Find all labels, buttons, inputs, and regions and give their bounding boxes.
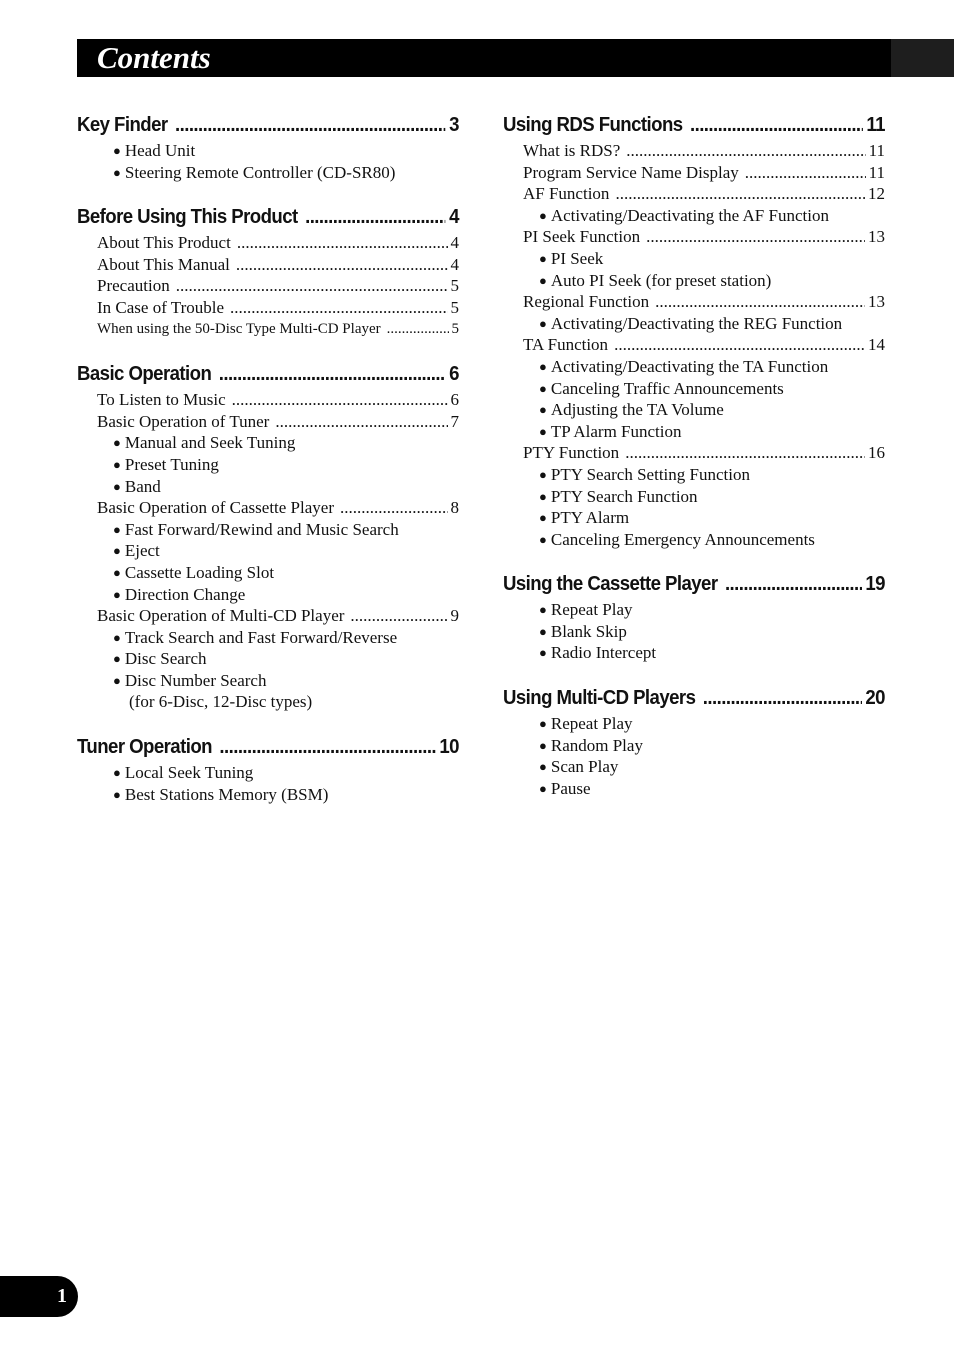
entry-title: TA Function	[523, 335, 609, 355]
toc-bullet-item: ● PTY Search Function	[539, 486, 885, 508]
dot-leader	[175, 110, 445, 140]
toc-entry[interactable]	[97, 605, 459, 627]
entry-page: 5	[450, 276, 459, 296]
dot-leader	[230, 297, 447, 319]
entry-page: 9	[450, 606, 459, 626]
dot-leader	[655, 291, 865, 313]
entry-page: 5	[451, 320, 459, 337]
entry-title: To Listen to Music	[97, 390, 226, 410]
entry-title: Precaution	[97, 276, 170, 296]
section-title: Tuner Operation	[77, 736, 212, 759]
toc-bullet-item: ● Direction Change	[113, 584, 459, 606]
section-heading[interactable]	[503, 110, 885, 140]
section-title: Basic Operation	[77, 363, 212, 386]
toc-entry[interactable]	[523, 334, 885, 356]
section-page: 11	[866, 114, 885, 136]
toc-entry[interactable]	[97, 319, 459, 341]
toc-bullet-item: ● Radio Intercept	[539, 642, 885, 664]
entry-page: 13	[868, 227, 885, 247]
toc-bullet-item: ● Pause	[539, 778, 885, 800]
dot-leader	[625, 442, 865, 464]
dot-leader	[745, 162, 866, 184]
entry-title: Basic Operation of Cassette Player	[97, 498, 334, 518]
toc-bullet-item: ● Canceling Emergency Announcements	[539, 529, 885, 551]
toc-bullet-item: ● PTY Alarm	[539, 507, 885, 529]
entry-title: PTY Function	[523, 443, 620, 463]
toc-bullet-item: ● Preset Tuning	[113, 454, 459, 476]
toc-bullet-item: ● Activating/Deactivating the REG Function	[539, 313, 885, 335]
section-title: Using RDS Functions	[503, 114, 683, 136]
dot-leader	[237, 232, 448, 254]
toc-entry[interactable]	[97, 411, 459, 433]
dot-leader	[305, 202, 445, 232]
entry-page: 6	[450, 390, 459, 410]
toc-section	[503, 569, 885, 664]
toc-bullet-item: ● Best Stations Memory (BSM)	[113, 784, 459, 806]
toc-bullet-item: ● Repeat Play	[539, 599, 885, 621]
entry-page: 14	[868, 335, 885, 355]
toc-bullet-item: ● Repeat Play	[539, 713, 885, 735]
entry-title: When using the 50-Disc Type Multi-CD Player	[97, 320, 381, 337]
dot-leader	[690, 110, 863, 140]
toc-entry[interactable]	[523, 183, 885, 205]
toc-section	[503, 110, 885, 550]
toc-column-left	[77, 110, 459, 824]
title-bar-tab	[891, 39, 954, 77]
toc-bullet-item: ● TP Alarm Function	[539, 421, 885, 443]
dot-leader	[275, 411, 447, 433]
entry-title: AF Function	[523, 184, 610, 204]
dot-leader	[703, 683, 862, 713]
dot-leader	[232, 389, 448, 411]
dot-leader	[176, 275, 448, 297]
toc-bullet-item: ● Activating/Deactivating the TA Function	[539, 356, 885, 378]
toc-bullet-item: ● Track Search and Fast Forward/Reverse	[113, 627, 459, 649]
toc-bullet-item: ● Canceling Traffic Announcements	[539, 378, 885, 400]
toc-entry[interactable]	[97, 232, 459, 254]
section-heading[interactable]	[77, 202, 459, 232]
entry-page: 4	[450, 233, 459, 253]
toc-bullet-item: ● Manual and Seek Tuning	[113, 432, 459, 454]
toc-bullet-item: ● Auto PI Seek (for preset station)	[539, 270, 885, 292]
page-title: Contents	[97, 40, 211, 75]
dot-leader	[350, 605, 447, 627]
entry-page: 16	[868, 443, 885, 463]
toc-entry[interactable]	[97, 297, 459, 319]
toc-bullet-item: ● Local Seek Tuning	[113, 762, 459, 784]
page-number-tab	[0, 1276, 78, 1317]
dot-leader	[219, 359, 446, 389]
toc-entry[interactable]	[97, 497, 459, 519]
toc-bullet-item: ● Activating/Deactivating the AF Function	[539, 205, 885, 227]
toc-bullet-item: ● Head Unit	[113, 140, 459, 162]
toc-bullet-item: ● Scan Play	[539, 756, 885, 778]
dot-leader	[646, 226, 865, 248]
toc-bullet-item: ● Fast Forward/Rewind and Music Search	[113, 519, 459, 541]
toc-entry[interactable]	[523, 291, 885, 313]
entry-page: 11	[868, 162, 885, 182]
toc-bullet-item: ● Band	[113, 476, 459, 498]
section-title: Key Finder	[77, 114, 168, 136]
entry-title: Basic Operation of Tuner	[97, 411, 270, 431]
toc-bullet-item: ● Eject	[113, 540, 459, 562]
section-heading[interactable]	[77, 110, 459, 140]
toc-entry[interactable]	[523, 140, 885, 162]
section-heading[interactable]	[503, 569, 885, 599]
dot-leader	[340, 497, 448, 519]
dot-leader	[626, 140, 865, 162]
toc-bullet-item: ● Cassette Loading Slot	[113, 562, 459, 584]
entry-page: 7	[450, 411, 459, 431]
toc-bullet-item: ● Steering Remote Controller (CD-SR80)	[113, 162, 459, 184]
dot-leader	[614, 334, 865, 356]
section-heading[interactable]	[503, 683, 885, 713]
toc-entry[interactable]	[523, 442, 885, 464]
entry-page: 4	[450, 254, 459, 274]
toc-bullet-item: ● Random Play	[539, 735, 885, 757]
toc-section	[77, 732, 459, 805]
section-title: Using Multi-CD Players	[503, 687, 696, 710]
section-title: Before Using This Product	[77, 206, 298, 229]
dot-leader	[615, 183, 865, 205]
entry-page: 8	[450, 498, 459, 518]
section-page: 10	[439, 736, 459, 759]
entry-title: What is RDS?	[523, 141, 621, 160]
toc-section	[77, 359, 459, 713]
entry-title: About This Product	[97, 233, 231, 253]
entry-title: PI Seek Function	[523, 227, 641, 247]
toc-bullet-item: ● Adjusting the TA Volume	[539, 399, 885, 421]
toc-entry[interactable]	[97, 275, 459, 297]
section-page: 19	[865, 573, 885, 596]
dot-leader	[725, 569, 862, 599]
toc-entry[interactable]	[97, 254, 459, 276]
toc-column-right	[503, 110, 885, 818]
title-bar	[77, 39, 954, 77]
toc-bullet-continuation: (for 6-Disc, 12-Disc types)	[129, 692, 313, 712]
entry-page: 11	[868, 141, 885, 160]
section-page: 4	[449, 206, 459, 229]
toc-section	[503, 683, 885, 799]
toc-entry[interactable]	[523, 226, 885, 248]
section-page: 20	[865, 687, 885, 710]
section-page: 6	[449, 363, 459, 386]
dot-leader	[387, 319, 449, 341]
entry-title: About This Manual	[97, 254, 230, 274]
toc-bullet-item: ● PI Seek	[539, 248, 885, 270]
section-page: 3	[449, 114, 459, 136]
dot-leader	[236, 254, 448, 276]
toc-section	[77, 110, 459, 183]
entry-page: 12	[868, 184, 885, 204]
dot-leader	[219, 732, 435, 762]
entry-title: Basic Operation of Multi-CD Player	[97, 606, 345, 626]
entry-page: 13	[868, 292, 885, 312]
toc-entry[interactable]	[97, 389, 459, 411]
toc-bullet-item: ● PTY Search Setting Function	[539, 464, 885, 486]
page-number: 1	[57, 1285, 67, 1307]
section-heading[interactable]	[77, 732, 459, 762]
toc-section	[77, 202, 459, 340]
entry-title: In Case of Trouble	[97, 297, 225, 317]
section-heading[interactable]	[77, 359, 459, 389]
toc-bullet-item: ● Disc Search	[113, 648, 459, 670]
entry-page: 5	[450, 297, 459, 317]
toc-bullet-item: ● Disc Number Search	[113, 670, 459, 692]
entry-title: Program Service Name Display	[523, 162, 739, 182]
section-title: Using the Cassette Player	[503, 573, 718, 596]
toc-bullet-item: ● Blank Skip	[539, 621, 885, 643]
toc-entry[interactable]	[523, 162, 885, 184]
entry-title: Regional Function	[523, 292, 650, 312]
